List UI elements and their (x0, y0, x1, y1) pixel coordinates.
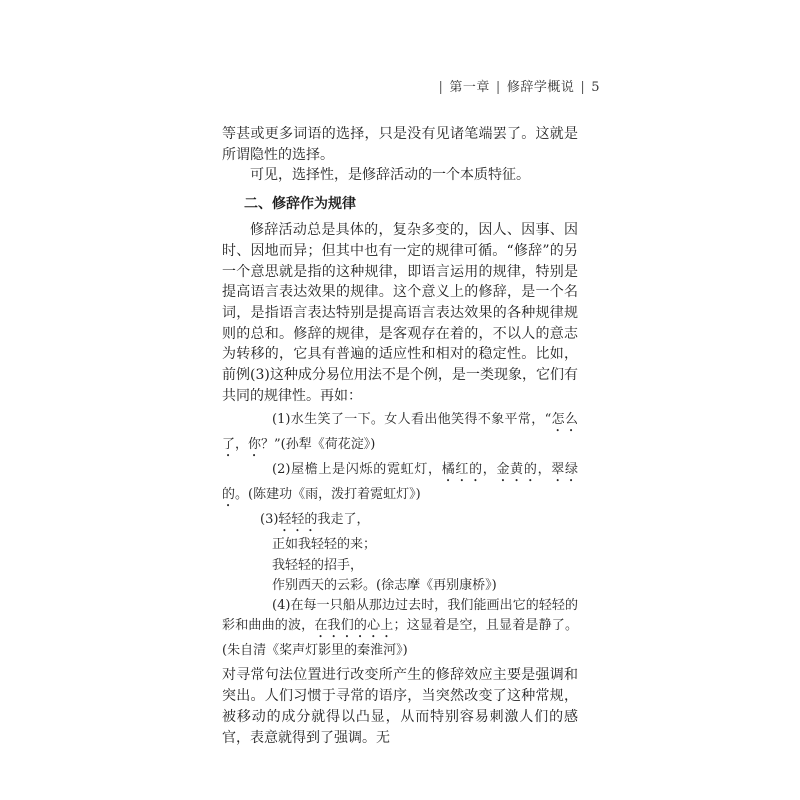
header-divider: | (580, 80, 586, 95)
example-4: (4)在每一只船从那边过去时，我们能画出它的轻轻的彩和曲曲的波，在我们的心上；这显着是空，且显着是静了。(朱自清《桨声灯影里的秦淮河》) (222, 598, 578, 659)
emphasis-text: 橘红的 (441, 462, 483, 478)
paragraph-continued: 等甚或更多词语的选择，只是没有见诸笔端罢了。这就是所谓隐性的选择。 (222, 126, 578, 163)
emphasis-text: 金黄的 (496, 462, 538, 478)
example-list (222, 410, 578, 661)
emphasis-text: 怎么了，你 (222, 412, 578, 453)
page-body (222, 124, 578, 748)
header-divider: | (438, 80, 444, 95)
running-header (433, 76, 600, 95)
example-3-line: 作别西天的云彩。(徐志摩《再别康桥》) (272, 577, 497, 593)
emphasis-text: 轻轻的 (278, 512, 318, 528)
header-chapter: 第一章 (449, 80, 490, 95)
example-3-line: (3)轻轻的我走了， (260, 512, 370, 528)
example-3-line: 我轻轻的招手， (272, 557, 364, 573)
emphasis-text: 翠绿的 (222, 462, 578, 503)
header-divider: | (495, 80, 501, 95)
paragraph-rules: 修辞活动总是具体的，复杂多变的，因人、因事、因时、因地而异；但其中也有一定的规律可循。“修辞”的另一个意思就是指的这种规律，即语言运用的规律，特别是提高语言表达效果的规律。这个意义上的修辞，是一个名词，是指语言表达特别是提高语言表达效果的各种规律规则的总和。修辞的规律，是客观存在着的，不以人的意志为转移的，它具有普遍的适应性和相对的稳定性。比如，前例(3)这种成分易位用法不是个例，是一类现象，它们有共同的规律性。再如： (222, 222, 578, 404)
page-number: 5 (591, 80, 600, 95)
example-1: (1)水生笑了一下。女人看出他笑得不象平常，“怎么了，你？”(孙犁《荷花淀》) (222, 412, 578, 453)
section-heading: 二、修辞作为规律 (244, 196, 356, 213)
paragraph-effect: 对寻常句法位置进行改变所产生的修辞效应主要是强调和突出。人们习惯于寻常的语序，当突然改变了这种常规，被移动的成分就得以凸显，从而特别容易刺激人们的感官，表意就得到了强调。无 (222, 667, 578, 746)
emphasis-text: 在我们的心上 (314, 618, 394, 634)
example-3-line: 正如我轻轻的来； (272, 537, 377, 553)
example-2: (2)屋檐上是闪烁的霓虹灯，橘红的，金黄的，翠绿的。(陈建功《雨，泼打着霓虹灯》) (222, 462, 578, 503)
paragraph-selectivity: 可见，选择性，是修辞活动的一个本质特征。 (250, 167, 530, 184)
header-title: 修辞学概说 (506, 80, 575, 95)
